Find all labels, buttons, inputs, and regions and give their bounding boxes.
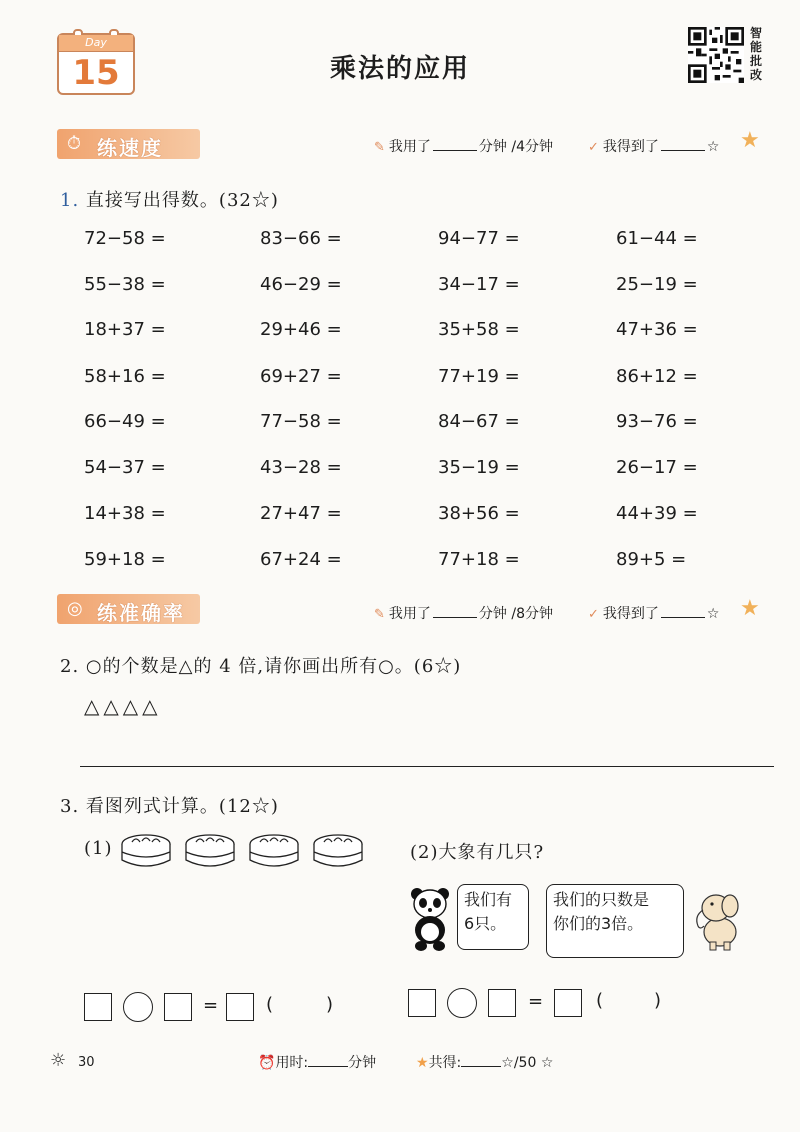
unit-paren-close: ) [654,990,662,1011]
drawing-answer-line[interactable] [80,766,774,767]
footer-total: ★共得: ☆/50 ☆ [416,1055,554,1071]
answer-box[interactable] [164,993,192,1021]
arithmetic-problem[interactable]: 25−19 = [616,274,698,295]
steamer-baskets-image [120,830,370,876]
part-2-label: (2)大象有几只? [410,842,545,863]
arithmetic-problem[interactable]: 47+36 = [616,319,698,340]
footer-score-blank[interactable] [461,1065,501,1067]
qr-caption: 智 能 批 改 [750,26,763,82]
arithmetic-problem[interactable]: 29+46 = [260,319,342,340]
elephant-icon [690,890,742,952]
section-title: 练准确率 [97,601,185,625]
footer-time-blank[interactable] [308,1065,348,1067]
part-1-label: (1) [84,838,113,859]
footer-time: ⏰用时: 分钟 [258,1055,377,1071]
arithmetic-problem[interactable]: 44+39 = [616,503,698,524]
arithmetic-problem[interactable]: 26−17 = [616,457,698,478]
arithmetic-problem[interactable]: 84−67 = [438,411,520,432]
answer-box[interactable] [84,993,112,1021]
arithmetic-problem[interactable]: 77+19 = [438,366,520,387]
time-used-tracker: ✎ 我用了 分钟 /8分钟 [374,606,553,622]
operator-circle[interactable] [123,992,153,1022]
day-number: 15 [72,53,120,93]
arithmetic-problem[interactable]: 72−58 = [84,228,166,249]
star-sticker-icon: ★ [740,596,760,621]
section-banner-speed [57,129,200,159]
arithmetic-problem[interactable]: 59+18 = [84,549,166,570]
target-icon: ◎ [67,598,83,619]
unit-paren-close: ) [326,994,334,1015]
star-sticker-icon: ★ [740,128,760,153]
check-circle-icon: ✓ [588,607,599,622]
score-blank[interactable] [661,616,705,618]
time-used-tracker: ✎ 我用了 分钟 /4分钟 [374,139,553,155]
arithmetic-problem[interactable]: 89+5 = [616,549,687,570]
arithmetic-problem[interactable]: 77−58 = [260,411,342,432]
hand-icon: ✎ [374,607,385,622]
score-tracker: ✓ 我得到了 ☆ [588,139,720,155]
arithmetic-problem[interactable]: 35+58 = [438,319,520,340]
arithmetic-problem[interactable]: 34−17 = [438,274,520,295]
speech-bubble-elephant: 我们的只数是 你们的3倍。 [546,884,684,958]
operator-circle[interactable] [447,988,477,1018]
clock-icon: ⏰ [258,1055,276,1071]
sun-swirl-icon: ☼ [50,1050,67,1071]
unit-paren-open: ( [266,994,274,1015]
time-blank[interactable] [433,616,477,618]
page-number: 30 [78,1055,95,1070]
arithmetic-problem[interactable]: 27+47 = [260,503,342,524]
score-tracker: ✓ 我得到了 ☆ [588,606,720,622]
equals-sign: = [528,991,544,1012]
question-2: 2. ○的个数是△的 4 倍,请你画出所有○。(6☆) [60,656,462,677]
arithmetic-problem[interactable]: 46−29 = [260,274,342,295]
speech-bubble-panda: 我们有 6只。 [457,884,529,950]
arithmetic-problem[interactable]: 43−28 = [260,457,342,478]
arithmetic-problem[interactable]: 61−44 = [616,228,698,249]
question-1: 1. 直接写出得数。(32☆) [60,190,279,211]
arithmetic-problem[interactable]: 55−38 = [84,274,166,295]
unit-field[interactable] [606,990,650,1014]
arithmetic-problem[interactable]: 94−77 = [438,228,520,249]
arithmetic-problem[interactable]: 14+38 = [84,503,166,524]
unit-paren-open: ( [596,990,604,1011]
qr-code-icon [688,27,744,83]
arithmetic-problem[interactable]: 54−37 = [84,457,166,478]
triangle-row: △△△△ [84,694,162,718]
arithmetic-problem[interactable]: 77+18 = [438,549,520,570]
arithmetic-problem[interactable]: 69+27 = [260,366,342,387]
equals-sign: = [203,995,219,1016]
arithmetic-problem[interactable]: 35−19 = [438,457,520,478]
time-blank[interactable] [433,149,477,151]
unit-field[interactable] [276,994,322,1018]
arithmetic-problem[interactable]: 66−49 = [84,411,166,432]
answer-box[interactable] [226,993,254,1021]
arithmetic-problem[interactable]: 93−76 = [616,411,698,432]
arithmetic-problem[interactable]: 18+37 = [84,319,166,340]
answer-box[interactable] [408,989,436,1017]
answer-box[interactable] [488,989,516,1017]
stopwatch-icon: ⏱ [67,133,82,154]
arithmetic-problem[interactable]: 38+56 = [438,503,520,524]
page-title: 乘法的应用 [329,54,470,84]
arithmetic-problem[interactable]: 58+16 = [84,366,166,387]
question-3: 3. 看图列式计算。(12☆) [60,796,279,817]
arithmetic-problem[interactable]: 67+24 = [260,549,342,570]
panda-icon [407,886,453,952]
day-label: Day [59,35,133,52]
score-blank[interactable] [661,149,705,151]
star-icon: ★ [416,1055,429,1071]
arithmetic-problem[interactable]: 86+12 = [616,366,698,387]
hand-icon: ✎ [374,140,385,155]
section-title: 练速度 [97,136,163,160]
answer-box[interactable] [554,989,582,1017]
check-circle-icon: ✓ [588,140,599,155]
section-banner-accuracy [57,594,200,624]
arithmetic-problem[interactable]: 83−66 = [260,228,342,249]
